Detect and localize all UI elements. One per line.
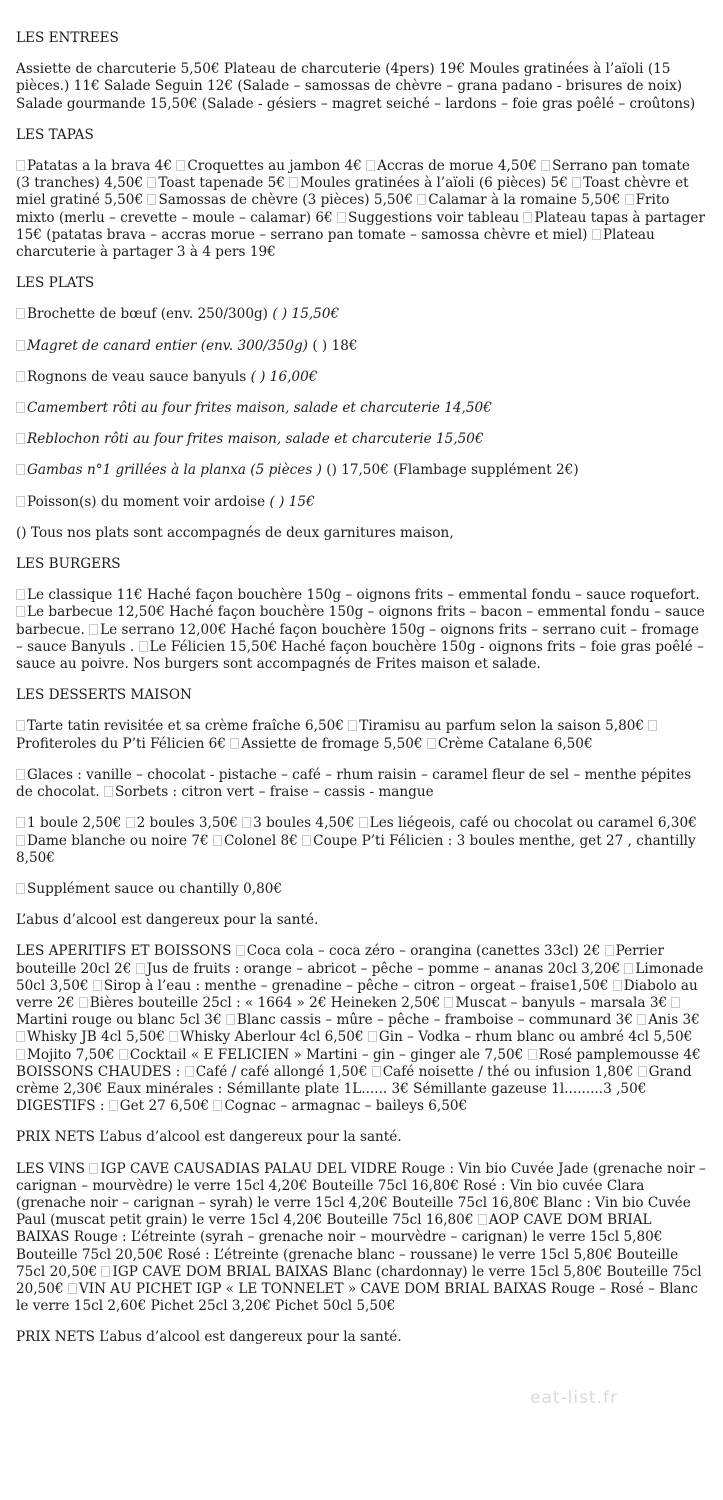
bullet-glyph-icon bbox=[337, 212, 346, 223]
dessert-item: Tiramisu au parfum selon la saison 5,80€ bbox=[359, 718, 645, 735]
bullet-glyph-icon bbox=[528, 1049, 537, 1060]
dessert-item: 2 boules 3,50€ bbox=[136, 815, 238, 832]
plat-name: Gambas n°1 grillées à la planxa (5 pièces ) bbox=[27, 462, 322, 479]
plat-price: ( ) 16,00€ bbox=[250, 368, 318, 385]
dessert-item: Coupe P’ti Félicien : 3 boules menthe, get 27 , chantilly 8,50€ bbox=[16, 832, 696, 866]
plat-price: ( ) 15,50€ bbox=[272, 306, 340, 323]
tapas-item: Plateau tapas à partager 15€ (patatas brava – accras morue – serrano pan tomate – samossa chèvre et miel) bbox=[16, 209, 705, 243]
tapas-item: Plateau charcuterie à partager 3 à 4 pers 19€ bbox=[16, 226, 655, 261]
dessert-item: Tarte tatin revisitée et sa crème fraîche 6,50€ bbox=[27, 718, 344, 735]
bullet-glyph-icon bbox=[16, 160, 25, 171]
tapas-item: Toast tapenade 5€ bbox=[158, 175, 285, 192]
tapas-item: Frito mixto (merlu – crevette – moule – calamar) 6€ bbox=[16, 192, 670, 226]
plat-row bbox=[16, 462, 706, 479]
bullet-glyph-icon bbox=[16, 1031, 25, 1042]
boisson-item: Get 27 6,50€ bbox=[119, 1098, 210, 1115]
burger-item: Le Félicien 15,50€ Haché façon bouchère 150g - oignons frits – foie gras poêlé – sauce au poivre. Nos burgers sont accompagnés de Frites maison et salade. bbox=[16, 638, 704, 673]
bullet-glyph-icon bbox=[359, 817, 368, 828]
bullet-glyph-icon bbox=[637, 1014, 646, 1025]
dessert-item: Les liégeois, café ou chocolat ou caramel 6,30€ bbox=[369, 815, 697, 832]
dessert-item: Crème Catalane 6,50€ bbox=[437, 735, 593, 752]
bullet-glyph-icon bbox=[89, 1163, 98, 1174]
boisson-item: Whisky Aberlour 4cl 6,50€ bbox=[180, 1029, 364, 1046]
dessert-item: 3 boules 4,50€ bbox=[253, 815, 355, 832]
boisson-item: Cognac – armagnac – baileys 6,50€ bbox=[224, 1098, 468, 1115]
bullet-glyph-icon bbox=[16, 402, 25, 413]
bullet-glyph-icon bbox=[16, 769, 25, 780]
supplement-text: Supplément sauce ou chantilly 0,80€ bbox=[27, 880, 283, 897]
bullet-glyph-icon bbox=[147, 194, 156, 205]
boisson-item: Anis 3€ bbox=[648, 1012, 700, 1029]
bullet-glyph-icon bbox=[16, 340, 25, 351]
tapas-item: Patatas a la brava 4€ bbox=[27, 158, 172, 175]
bullet-glyph-icon bbox=[368, 1031, 377, 1042]
plat-price: () 17,50€ (Flambage supplément 2€) bbox=[326, 462, 579, 479]
bullet-glyph-icon bbox=[16, 496, 25, 507]
boisson-item: Limonade 50cl 3,50€ bbox=[16, 960, 704, 994]
bullet-glyph-icon bbox=[119, 1049, 128, 1060]
bullet-glyph-icon bbox=[213, 835, 222, 846]
plats-heading: LES PLATS bbox=[16, 275, 95, 292]
desserts-list-c bbox=[16, 815, 706, 867]
bullet-glyph-icon bbox=[605, 945, 614, 956]
tapas-item: Moules gratinées à l’aïoli (6 pièces) 5€ bbox=[300, 175, 568, 192]
boisson-item: Café noisette / thé ou infusion 1,80€ bbox=[382, 1063, 634, 1080]
dessert-item: Colonel 8€ bbox=[223, 832, 298, 849]
plat-price: ( ) 15€ bbox=[269, 493, 315, 510]
bullet-glyph-icon bbox=[226, 1014, 235, 1025]
vin-item: AOP CAVE DOM BRIAL BAIXAS Rouge : L’étreinte (syrah – grenache noir – mourvèdre – carignan) le verre 15cl 5,80€ Bouteille 75cl 20,50€ Rosé : L’étreinte (grenache blanc – roussane) le verre 15cl 5,80€ Bouteille 75cl 20,50€ bbox=[16, 1212, 679, 1280]
bullet-glyph-icon bbox=[592, 229, 601, 240]
plat-name: Brochette de bœuf (env. 250/300g) bbox=[27, 306, 268, 323]
tapas-item: Croquettes au jambon 4€ bbox=[187, 158, 362, 175]
boisson-item: Blanc cassis – mûre – pêche – framboise – communard 3€ bbox=[236, 1012, 633, 1029]
burger-item: Le classique 11€ Haché façon bouchère 150g – oignons frits – emmental fondu – sauce roquefort. bbox=[27, 587, 700, 604]
bullet-glyph-icon bbox=[613, 980, 622, 991]
desserts-list-a bbox=[16, 718, 706, 752]
dessert-item: Assiette de fromage 5,50€ bbox=[241, 735, 423, 752]
boisson-item: Perrier bouteille 20cl 2€ bbox=[16, 943, 665, 977]
tapas-item: Serrano pan tomate (3 tranches) 4,50€ bbox=[16, 158, 690, 192]
bullet-glyph-icon bbox=[16, 371, 25, 382]
burger-item: Le barbecue 12,50€ Haché façon bouchère 150g – oignons frits – bacon – emmental fondu – sauce barbecue. bbox=[16, 604, 705, 638]
dessert-item: Profiteroles du P’ti Félicien 6€ bbox=[16, 735, 226, 752]
dessert-item: Sorbets : citron vert – fraise – cassis - mangue bbox=[114, 784, 434, 801]
bullet-glyph-icon bbox=[16, 433, 25, 444]
vins-section bbox=[16, 1161, 706, 1316]
vins-heading: LES VINS bbox=[16, 1160, 85, 1177]
boisson-item: Rosé pamplemousse 4€ BOISSONS CHAUDES : bbox=[16, 1046, 701, 1080]
boisson-item: Jus de fruits : orange – abricot – pêche – pomme – ananas 20cl 3,20€ bbox=[146, 960, 621, 977]
entrees-heading: LES ENTREES bbox=[16, 30, 119, 46]
bullet-glyph-icon bbox=[638, 1066, 647, 1077]
tapas-item: Samossas de chèvre (3 pièces) 5,50€ bbox=[158, 192, 413, 209]
bullet-glyph-icon bbox=[417, 194, 426, 205]
plats-note: () Tous nos plats sont accompagnés de deux garnitures maison, bbox=[16, 524, 454, 541]
bullet-glyph-icon bbox=[348, 720, 357, 731]
tapas-item: Accras de morue 4,50€ bbox=[377, 158, 537, 175]
bullet-glyph-icon bbox=[366, 160, 375, 171]
desserts-heading: LES DESSERTS MAISON bbox=[16, 687, 192, 704]
dessert-item: Dame blanche ou noire 7€ bbox=[27, 832, 209, 849]
bullet-glyph-icon bbox=[16, 606, 25, 617]
burgers-list bbox=[16, 587, 706, 673]
boisson-item: Gin – Vodka – rhum blanc ou ambré 4cl 5,50€ bbox=[378, 1029, 693, 1046]
bullet-glyph-icon bbox=[109, 1100, 118, 1111]
plat-row bbox=[16, 494, 706, 511]
boisson-item: Café / café allongé 1,50€ bbox=[195, 1063, 368, 1080]
bullet-glyph-icon bbox=[289, 177, 298, 188]
bullet-glyph-icon bbox=[648, 720, 657, 731]
vin-item: IGP CAVE CAUSADIAS PALAU DEL VIDRE Rouge : Vin bio Cuvée Jade (grenache noir – carignan – mourvèdre) le verre 15cl 4,20€ Bouteille 75cl 16,80€ Rosé : Vin bio cuvée Clara (grenache noir – carignan – syrah) le verre 15cl 4,20€ Bouteille 75cl 16,80€ Blanc : Vin bio Cuvée Paul (muscat petit grain) le verre 15cl 4,20€ Bouteille 75cl 16,80€ bbox=[16, 1160, 706, 1229]
bullet-glyph-icon bbox=[169, 1031, 178, 1042]
plat-row bbox=[16, 369, 706, 386]
bullet-glyph-icon bbox=[126, 817, 135, 828]
boisson-item: Cocktail « E FELICIEN » Martini – gin – ginger ale 7,50€ bbox=[129, 1046, 524, 1063]
bullet-glyph-icon bbox=[572, 177, 581, 188]
desserts-supplement bbox=[16, 881, 706, 898]
boisson-item: Mojito 7,50€ bbox=[27, 1046, 115, 1063]
boisson-item: Grand crème 2,30€ Eaux minérales : Sémillante plate 1L...... 3€ Sémillante gazeuse 1l.........3 ,50€ DIGESTIFS : bbox=[16, 1063, 692, 1115]
plat-row bbox=[16, 431, 706, 448]
tapas-list bbox=[16, 158, 706, 261]
alcohol-warning: L’abus d’alcool est dangereux pour la santé. bbox=[16, 912, 319, 929]
bullet-glyph-icon bbox=[68, 1283, 77, 1294]
prix-nets-2: PRIX NETS L’abus d’alcool est dangereux pour la santé. bbox=[16, 1329, 402, 1346]
plat-row bbox=[16, 400, 706, 417]
bullet-glyph-icon bbox=[136, 963, 145, 974]
tapas-heading: LES TAPAS bbox=[16, 126, 94, 143]
plat-name: Camembert rôti au four frites maison, salade et charcuterie 14,50€ bbox=[27, 400, 492, 417]
boisson-item: Martini rouge ou blanc 5cl 3€ bbox=[16, 1012, 222, 1029]
boisson-item: Coca cola – coca zéro – orangina (canettes 33cl) 2€ bbox=[246, 943, 601, 960]
plat-price: ( ) 18€ bbox=[312, 337, 358, 354]
bullet-glyph-icon bbox=[16, 1049, 25, 1060]
bullet-glyph-icon bbox=[176, 160, 185, 171]
bullet-glyph-icon bbox=[478, 1214, 487, 1225]
bullet-glyph-icon bbox=[302, 835, 311, 846]
bullet-glyph-icon bbox=[89, 624, 98, 635]
watermark: eat-list.fr bbox=[530, 1388, 619, 1408]
vin-item: VIN AU PICHET IGP « LE TONNELET » CAVE DOM BRIAL BAIXAS Rouge – Rosé – Blanc le verre 15cl 2,60€ Pichet 25cl 3,20€ Pichet 50cl 5,50€ bbox=[16, 1280, 699, 1315]
vin-item: IGP CAVE DOM BRIAL BAIXAS Blanc (chardonnay) le verre 15cl 5,80€ Bouteille 75cl 20,50€ bbox=[16, 1263, 702, 1297]
tapas-item: Toast chèvre et miel gratiné 5,50€ bbox=[16, 175, 689, 209]
burgers-heading: LES BURGERS bbox=[16, 556, 121, 573]
bullet-glyph-icon bbox=[16, 589, 25, 600]
boissons-heading: LES APERITIFS ET BOISSONS bbox=[16, 943, 232, 960]
desserts-list-b bbox=[16, 767, 706, 801]
bullet-glyph-icon bbox=[93, 980, 102, 991]
tapas-item: Suggestions voir tableau bbox=[348, 209, 520, 226]
bullet-glyph-icon bbox=[541, 160, 550, 171]
bullet-glyph-icon bbox=[625, 194, 634, 205]
tapas-item: Calamar à la romaine 5,50€ bbox=[428, 192, 621, 209]
bullet-glyph-icon bbox=[523, 212, 532, 223]
plat-name: Reblochon rôti au four frites maison, salade et charcuterie 15,50€ bbox=[27, 431, 484, 448]
bullet-glyph-icon bbox=[16, 817, 25, 828]
plat-name: Magret de canard entier (env. 300/350g) bbox=[27, 337, 308, 354]
plat-row bbox=[16, 338, 706, 355]
bullet-glyph-icon bbox=[101, 1266, 110, 1277]
boisson-item: Sirop à l’eau : menthe – grenadine – pêche – citron – orgeat – fraise1,50€ bbox=[103, 977, 609, 994]
bullet-glyph-icon bbox=[427, 738, 436, 749]
boisson-item: Whisky JB 4cl 5,50€ bbox=[27, 1029, 165, 1046]
boisson-item: Diabolo au verre 2€ bbox=[16, 977, 698, 1011]
bullet-glyph-icon bbox=[104, 786, 113, 797]
bullet-glyph-icon bbox=[147, 177, 156, 188]
bullet-glyph-icon bbox=[230, 738, 239, 749]
bullet-glyph-icon bbox=[16, 464, 25, 475]
boisson-item: Bières bouteille 25cl : « 1664 » 2€ Heineken 2,50€ bbox=[89, 994, 441, 1011]
boisson-item: Muscat – banyuls – marsala 3€ bbox=[455, 994, 668, 1011]
boissons-section bbox=[16, 943, 706, 1115]
bullet-glyph-icon bbox=[213, 1100, 222, 1111]
bullet-glyph-icon bbox=[139, 641, 148, 652]
prix-nets-1: PRIX NETS L’abus d’alcool est dangereux pour la santé. bbox=[16, 1129, 402, 1146]
bullet-glyph-icon bbox=[242, 817, 251, 828]
bullet-glyph-icon bbox=[16, 883, 25, 894]
plat-name: Poisson(s) du moment voir ardoise bbox=[27, 493, 266, 510]
bullet-glyph-icon bbox=[16, 720, 25, 731]
menu-document bbox=[16, 30, 706, 1361]
bullet-glyph-icon bbox=[16, 308, 25, 319]
entrees-text: Assiette de charcuterie 5,50€ Plateau de charcuterie (4pers) 19€ Moules gratinées à l’aïoli (15 pièces.) 11€ Salade Seguin 12€ (Salade – samossas de chèvre – grana padano - brisures de noix) Salade gourmande 15,50€ (Salade - gésiers – magret seiché – lardons – foie gras poêlé – croûtons) bbox=[16, 61, 696, 112]
bullet-glyph-icon bbox=[624, 963, 633, 974]
bullet-glyph-icon bbox=[185, 1066, 194, 1077]
bullet-glyph-icon bbox=[79, 997, 88, 1008]
plat-name: Rognons de veau sauce banyuls bbox=[27, 368, 247, 385]
bullet-glyph-icon bbox=[16, 835, 25, 846]
bullet-glyph-icon bbox=[372, 1066, 381, 1077]
dessert-item: 1 boule 2,50€ bbox=[27, 815, 122, 832]
bullet-glyph-icon bbox=[236, 945, 245, 956]
bullet-glyph-icon bbox=[444, 997, 453, 1008]
dessert-item: Glaces : vanille – chocolat - pistache – café – rhum raisin – caramel fleur de sel – menthe pépites de chocolat. bbox=[16, 766, 692, 801]
plat-row bbox=[16, 306, 706, 323]
burger-item: Le serrano 12,00€ Haché façon bouchère 150g – oignons frits – serrano cuit – fromage – sauce Banyuls . bbox=[16, 621, 699, 655]
bullet-glyph-icon bbox=[671, 997, 680, 1008]
